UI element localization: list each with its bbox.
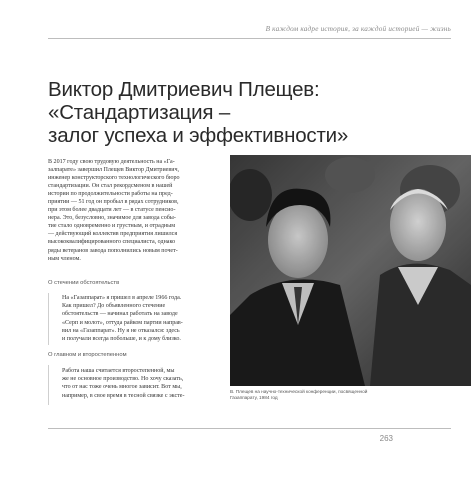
article-title — [48, 78, 348, 147]
quote-line: обстоятельств — начинал работать на заводе — [62, 311, 178, 318]
quote-line: На «Газаппарат» я пришел в апреле 1966 года. — [62, 295, 182, 301]
lead-line: истории по продолжительности работы на пред- — [48, 191, 173, 198]
quote-line: «Серп и молот», оттуда райком партии направ- — [62, 319, 183, 326]
lead-line: тие стало одновременно и грустным, и отрадным — [48, 223, 176, 230]
lead-line: инженер конструкторского технологического бюро — [48, 175, 180, 182]
title-line: залог успеха и эффективности» — [48, 124, 349, 147]
title-line: «Стандартизация – — [48, 101, 231, 124]
section-heading: О стечении обстоятельств — [48, 280, 120, 286]
lead-paragraph — [48, 158, 223, 263]
lead-line: ряды ветеранов завода пополнились новым почет- — [48, 247, 178, 254]
quote-line: и получали всегда побольше, и к дому близко. — [62, 336, 181, 343]
caption-line: В. Плещев на научно-технической конференции, посвященной — [230, 389, 368, 394]
photo-illustration — [230, 155, 471, 386]
quote-divider — [48, 365, 49, 405]
quote-block — [62, 367, 222, 400]
archive-photo — [230, 155, 471, 386]
lead-line: нера. Это, безусловно, значимое для завода собы- — [48, 215, 176, 222]
lead-line: при этом более двадцати лет — в статусе пенсио- — [48, 207, 176, 214]
lead-line: — действующий коллектив предприятия лишился — [48, 231, 178, 238]
caption-line: Газаппарату, 1984 год — [230, 395, 278, 401]
lead-line: высококвалифицированного специалиста, однако — [48, 239, 176, 246]
quote-block — [62, 294, 222, 343]
lead-line: залпарате» завершил Плещев Виктор Дмитриевич, — [48, 167, 180, 174]
footer-divider — [48, 428, 451, 429]
quote-line: например, в свое время в тесной связке с эксте- — [62, 392, 185, 399]
lead-line: приятии — 51 год он пробыл в рядах сотрудников, — [48, 199, 179, 206]
section-heading: О главном и второстепенном — [48, 352, 127, 358]
quote-line: что от нас тоже очень многое зависит. Вот мы, — [62, 384, 182, 391]
lead-line: стандартизации. Он стал рекордсменом в нашей — [48, 183, 173, 190]
lead-line: ным членом. — [48, 255, 81, 262]
photo-caption — [230, 389, 420, 402]
page-number: 263 — [379, 434, 393, 443]
quote-divider — [48, 293, 49, 345]
header-slogan: В каждом кадре история, за каждой историей — жизнь — [265, 25, 451, 33]
title-line: Виктор Дмитриевич Плещев: — [48, 78, 320, 101]
lead-line: В 2017 году свою трудовую деятельность на «Га- — [48, 159, 175, 165]
quote-line: же не основное производство. Но хочу сказать, — [62, 376, 184, 383]
quote-line: Как пришел? До объявленного стечение — [62, 303, 166, 310]
quote-line: Работа наша считается второстепенной, мы — [62, 368, 175, 374]
header-divider — [48, 38, 451, 39]
quote-line: вил на «Газаппарат». Ну я не отказался: здесь — [62, 327, 180, 334]
